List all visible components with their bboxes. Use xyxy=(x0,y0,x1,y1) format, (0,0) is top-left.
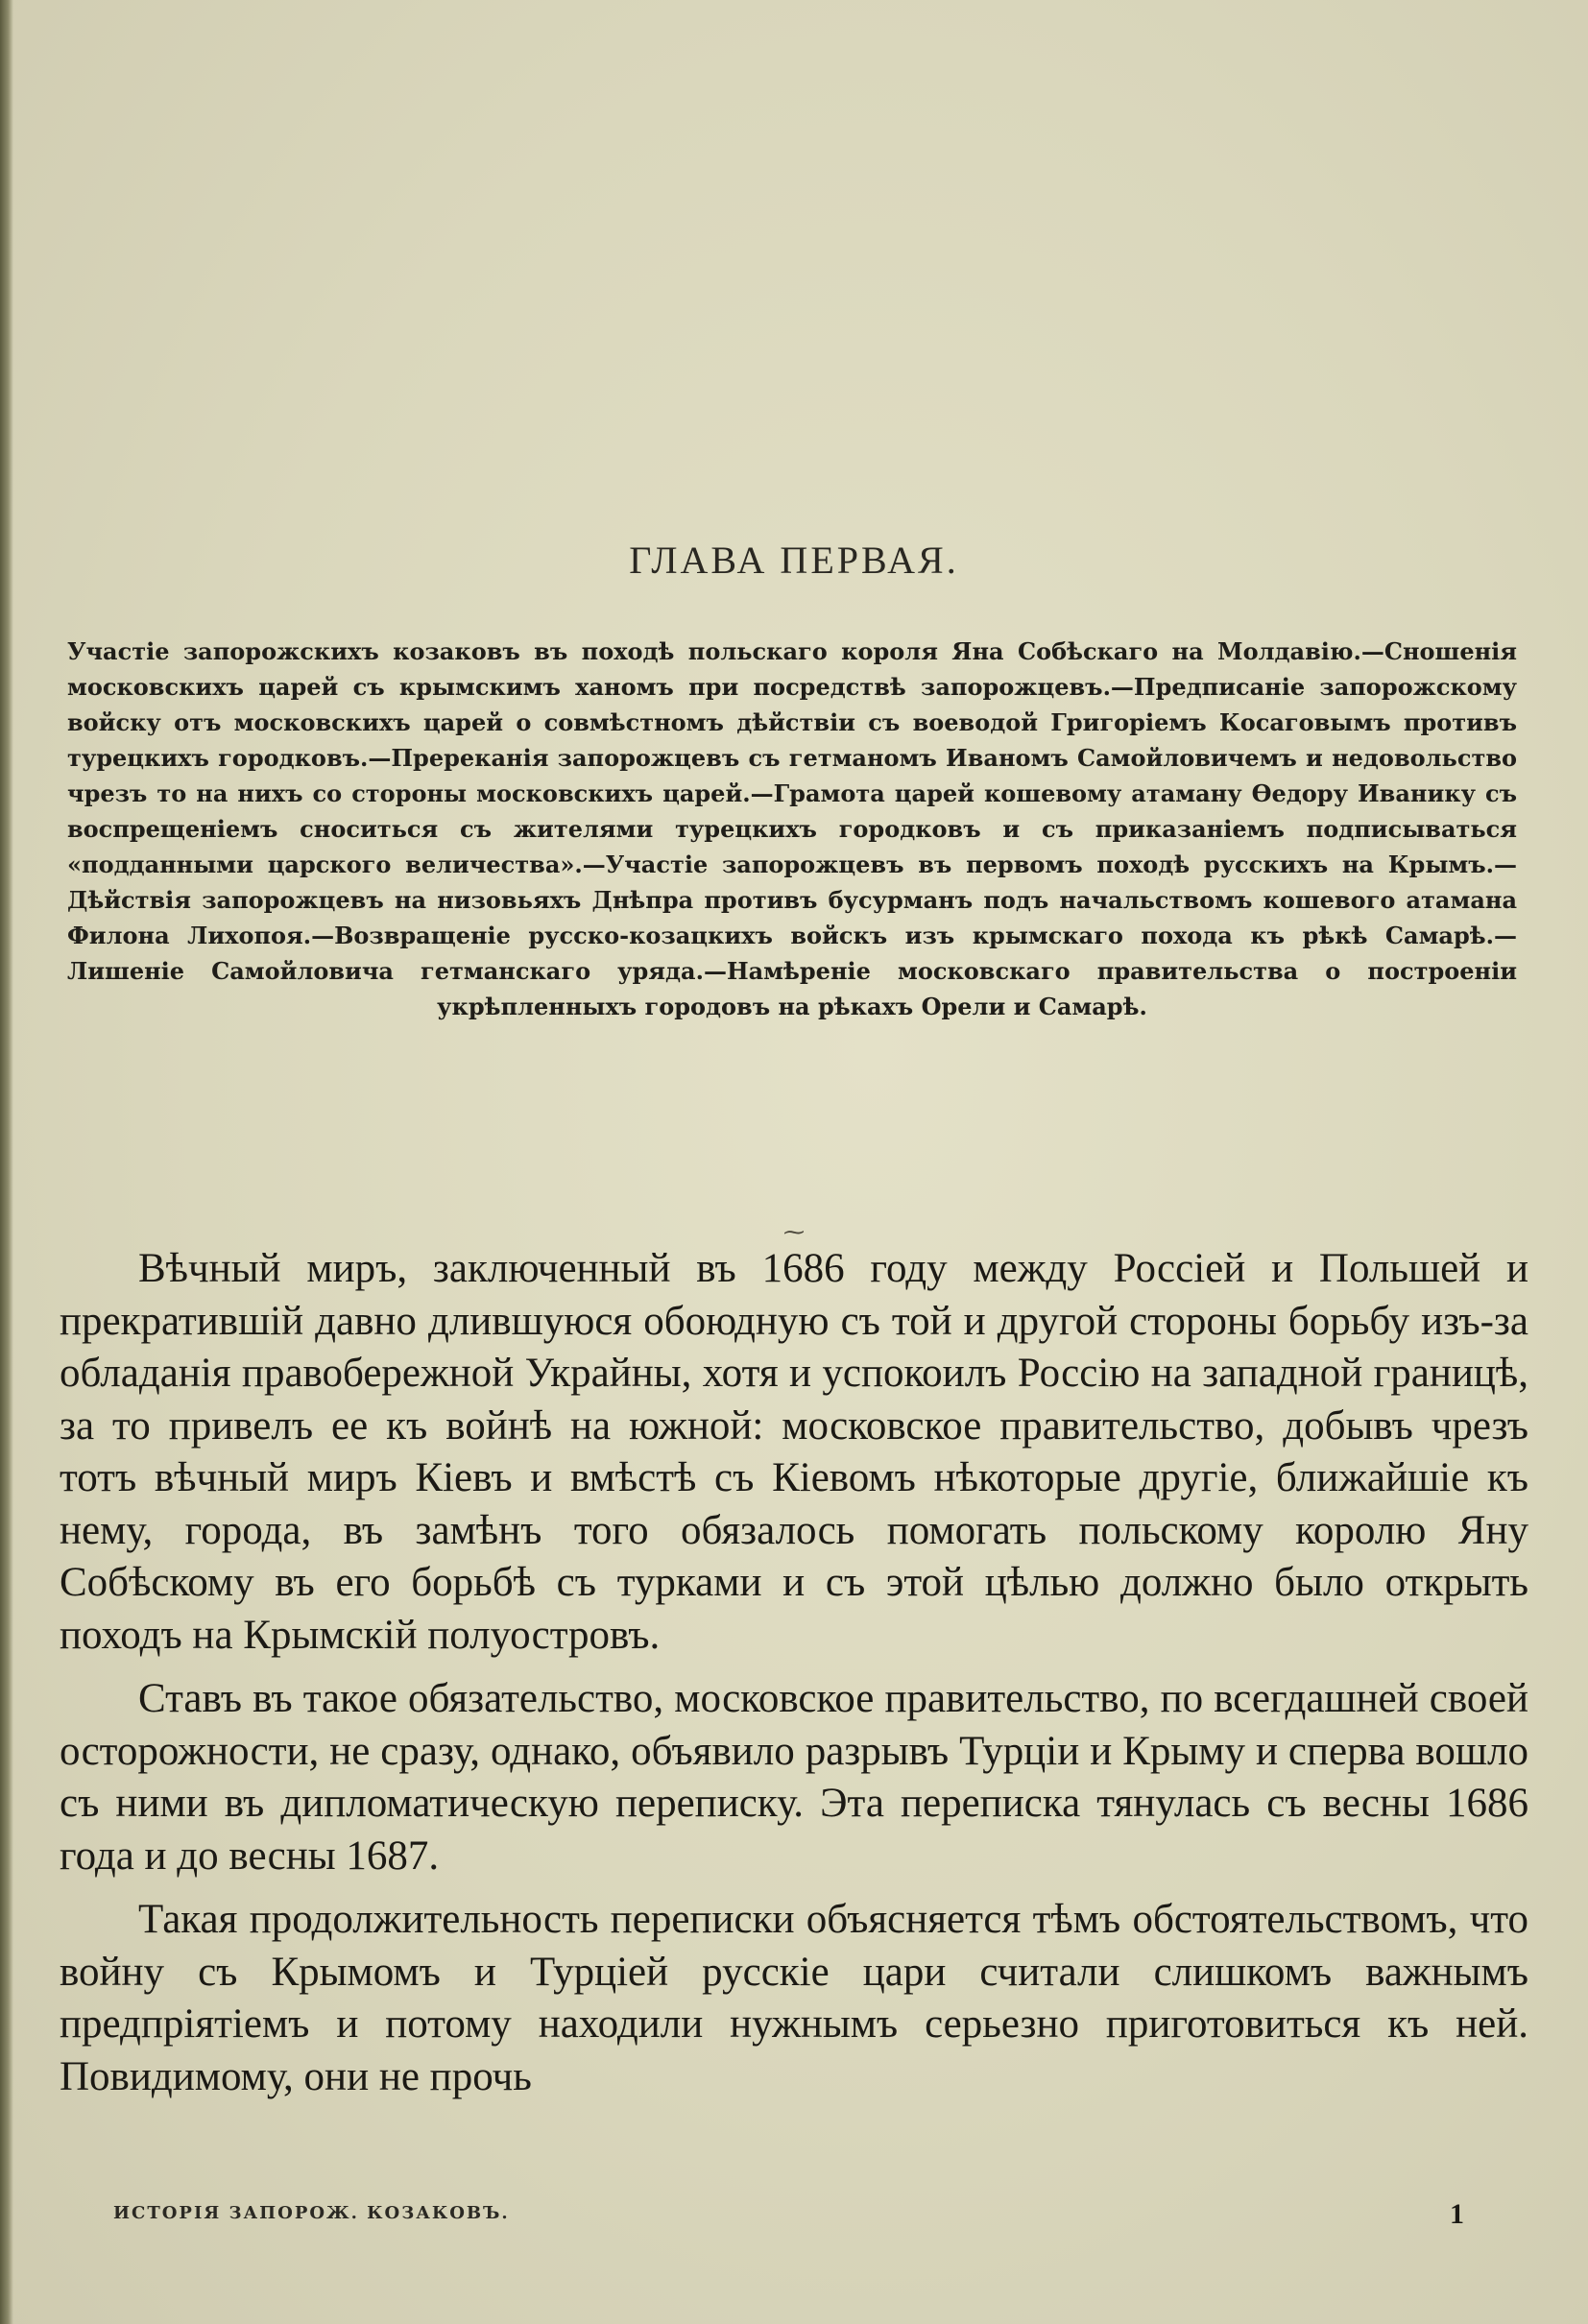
ornament-divider: ⁓ xyxy=(783,1221,805,1245)
paragraph: Вѣчный миръ, заключенный въ 1686 году между Россіей и Польшей и прекратившій давно длившуюся обоюдную съ той и другой стороны борьбу изъ-за обладанія правобережной Украйны, хотя и успокоилъ Россію на западной границѣ, за то привелъ ее къ войнѣ на южной: московское правительство, добывъ чрезъ тотъ вѣчный миръ Кіевъ и вмѣстѣ съ Кіевомъ нѣкоторые другіе, ближайшіе къ нему, города, въ замѣнъ того обязалось помогать польскому королю Яну Собѣскому въ его борьбѣ съ турками и съ этой цѣлью должно было открыть походъ на Крымскій полуостровъ. xyxy=(60,1246,1528,1658)
page-binding-edge xyxy=(0,0,13,2324)
page-number: 1 xyxy=(1450,2198,1464,2230)
paragraph: Такая продолжительность переписки объясняется тѣмъ обстоятельствомъ, что войну съ Крымомъ и Турціей русскіе цари считали слишкомъ важнымъ предпріятіемъ и потому находили нужнымъ серьезно приготовиться къ ней. Повидимому, они не прочь xyxy=(60,1897,1528,2099)
running-footer-title: ИСТОРІЯ ЗАПОРОЖ. КОЗАКОВЪ. xyxy=(113,2203,510,2223)
chapter-summary: Участіе запорожскихъ козаковъ въ походѣ польскаго короля Яна Собѣскаго на Молдавію.—Сношенія московскихъ царей съ крымскимъ ханомъ при посредствѣ запорожцевъ.—Предписаніе запорожскому войску отъ московскихъ царей о совмѣстномъ дѣйствіи съ воеводой Григоріемъ Косаговымъ противъ турецкихъ городковъ.—Пререканія запорожцевъ съ гетманомъ Иваномъ Самойловичемъ и недовольство чрезъ то на нихъ со стороны московскихъ царей.—Грамота царей кошевому атаману Ѳедору Иванику съ воспрещеніемъ сноситься съ жителями турецкихъ городковъ и съ приказаніемъ подписываться «подданными царского величества».—Участіе запорожцевъ въ первомъ походѣ русскихъ на Крымъ.—Дѣйствія запорожцевъ на низовьяхъ Днѣпра противъ бусурманъ подъ начальствомъ кошевого атамана Филона Лихопоя.—Возвращеніе русско-козацкихъ войскъ изъ крымскаго похода къ рѣкѣ Самарѣ.—Лишеніе Самойловича гетманскаго уряда.—Намѣреніе московскаго правительства о построеніи укрѣпленныхъ городовъ на рѣкахъ Орели и Самарѣ. xyxy=(67,637,1517,1020)
main-text xyxy=(60,1243,1528,2103)
paragraph: Ставъ въ такое обязательство, московское правительство, по всегдашней своей осторожности, не сразу, однако, объявило разрывъ Турціи и Крыму и сперва вошло съ ними въ дипломатическую переписку. Эта переписка тянулась съ весны 1686 года и до весны 1687. xyxy=(60,1676,1528,1879)
chapter-title: ГЛАВА ПЕРВАЯ. xyxy=(629,539,959,582)
